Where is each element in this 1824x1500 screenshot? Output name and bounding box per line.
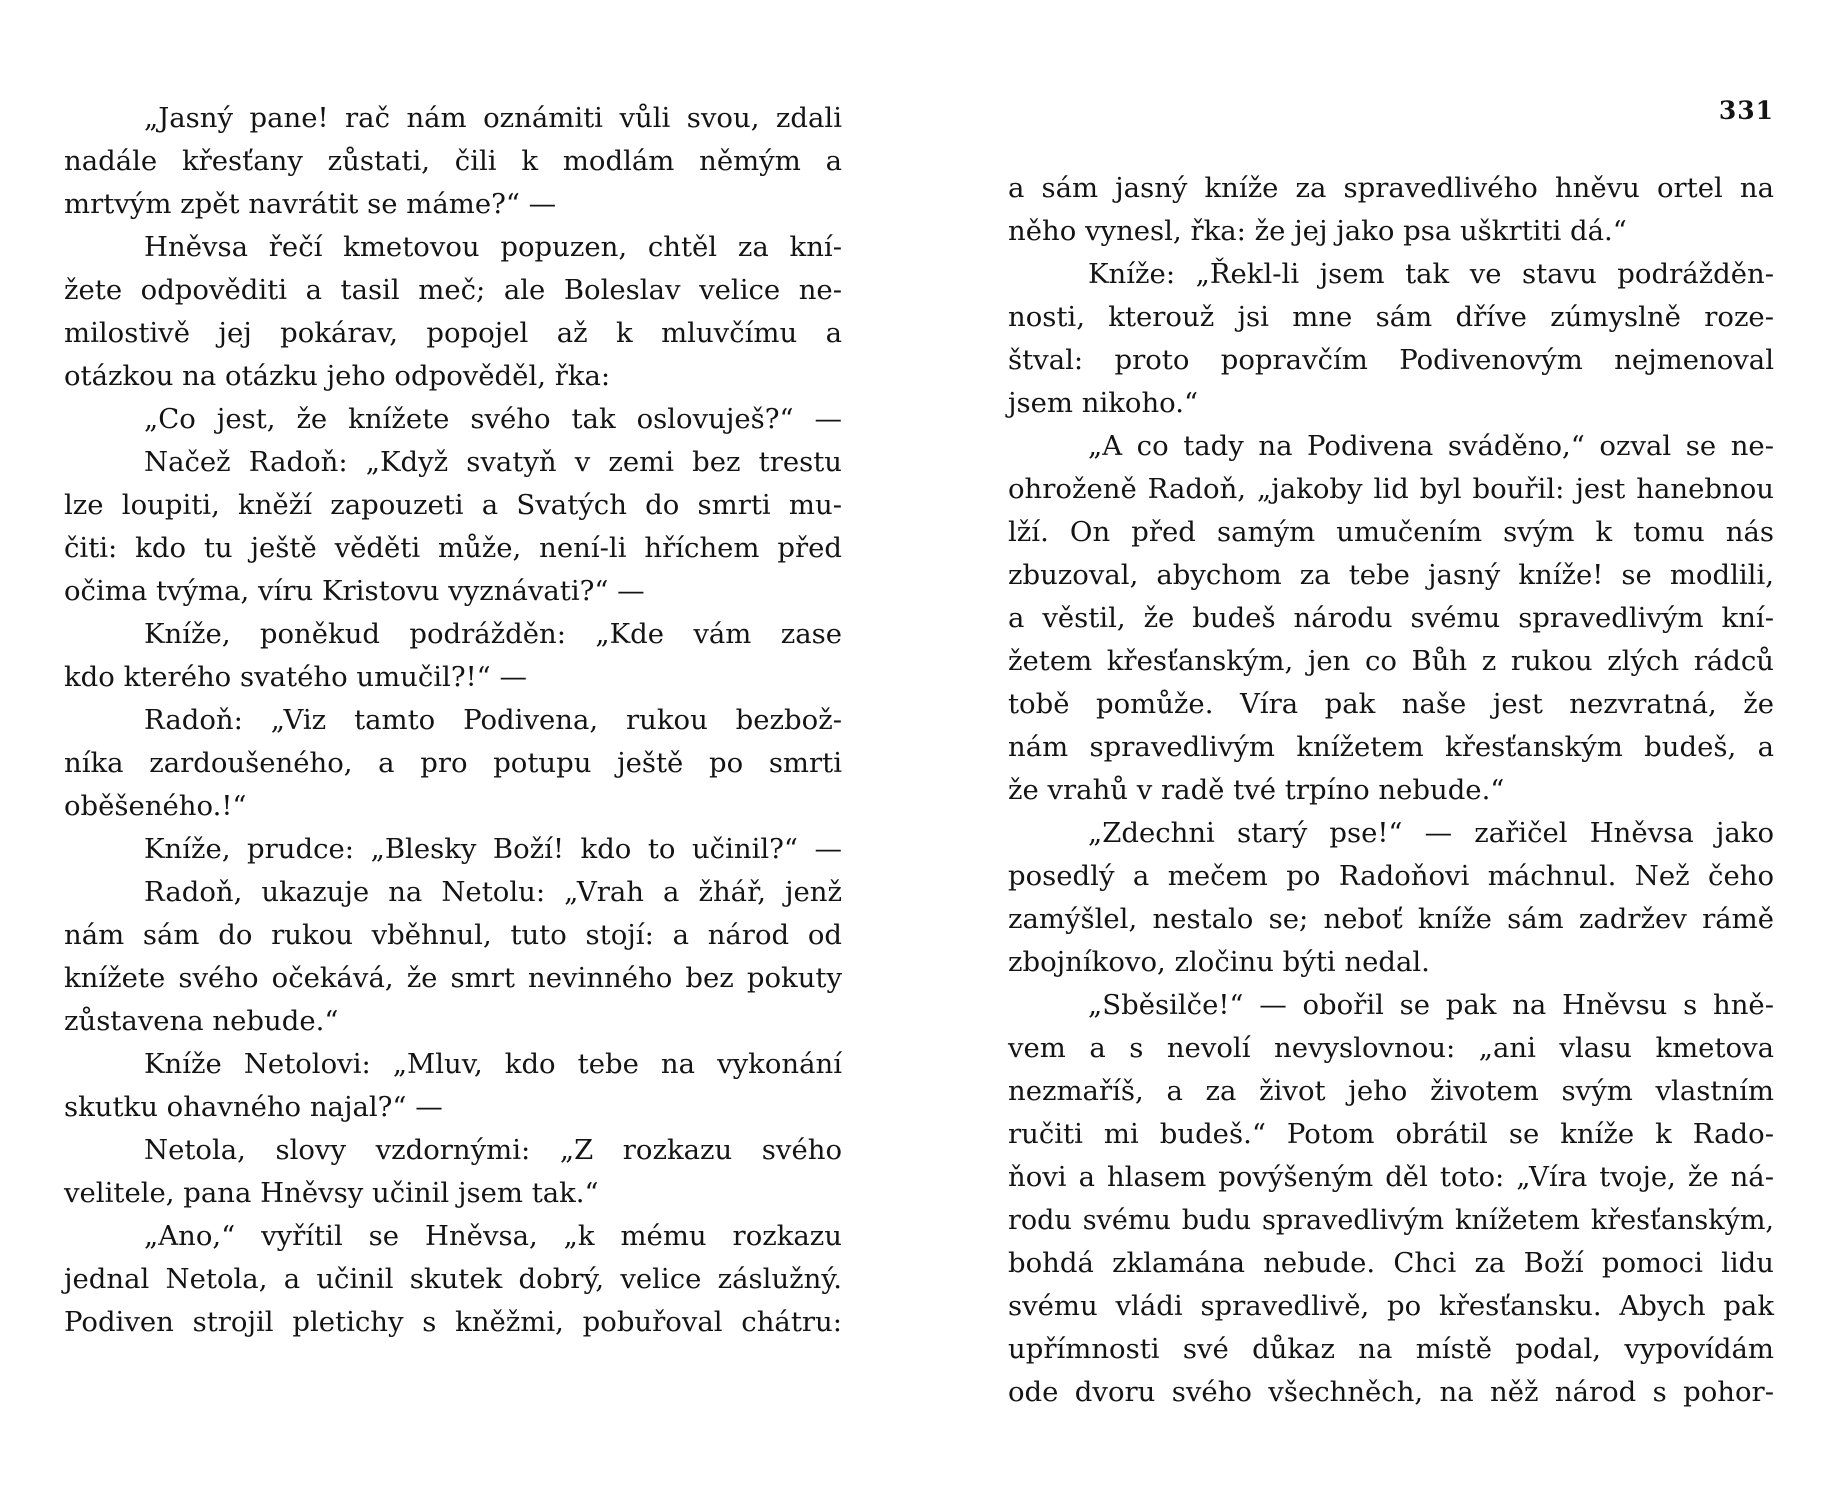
text-line: skutku ohavného najal?“ — — [64, 1091, 443, 1123]
text-line: „Sběsilče!“ — obořil se pak na Hněvsu s hně- — [1088, 989, 1774, 1021]
text-line: nadále křesťany zůstati, čili k modlám němým a — [64, 145, 842, 177]
text-line: níka zardoušeného, a pro potupu ještě po smrti — [64, 747, 842, 779]
text-line: ohroženě Radoň, „jakoby lid byl bouřil: jest hanebnou — [1008, 473, 1774, 505]
text-line: zbuzoval, abychom za tebe jasný kníže! se modlili, — [1008, 559, 1774, 591]
text-line: a sám jasný kníže za spravedlivého hněvu ortel na — [1008, 172, 1774, 204]
text-line: vem a s nevolí nevyslovnou: „ani vlasu kmetova — [1008, 1032, 1774, 1064]
text-line: že vrahů v radě tvé trpíno nebude.“ — [1008, 774, 1505, 806]
text-line: zbojníkovo, zločinu býti nedal. — [1008, 946, 1430, 978]
text-line: Načež Radoň: „Když svatyň v zemi bez trestu — [144, 446, 842, 478]
text-line: Netola, slovy vzdornými: „Z rozkazu svého — [144, 1134, 842, 1166]
text-line: rodu svému budu spravedlivým knížetem křesťanským, — [1008, 1205, 1774, 1236]
text-line: nám sám do rukou vběhnul, tuto stojí: a národ od — [64, 919, 842, 951]
text-line: Podiven strojil pletichy s kněžmi, pobuřoval chátru: — [64, 1306, 842, 1338]
text-line: něho vynesl, řka: že jej jako psa uškrtiti dá.“ — [1008, 215, 1627, 247]
text-line: nezmaříš, a za život jeho životem svým vlastním — [1008, 1075, 1774, 1107]
text-line: Kníže, poněkud podrážděn: „Kde vám zase — [144, 618, 842, 650]
text-line: zamýšlel, nestalo se; neboť kníže sám zadržev rámě — [1008, 903, 1774, 935]
left-page-text — [64, 97, 842, 1344]
text-line: jsem nikoho.“ — [1008, 387, 1199, 419]
text-line: svému vládi spravedlivě, po křesťansku. Abych pak — [1008, 1290, 1774, 1322]
left-page — [64, 0, 842, 1500]
text-line: zůstavena nebude.“ — [64, 1005, 339, 1037]
text-line: Kníže: „Řekl-li jsem tak ve stavu podrážděn- — [1088, 258, 1774, 290]
text-line: Kníže, prudce: „Blesky Boží! kdo to učinil?“ — — [144, 833, 842, 865]
text-line: knížete svého očekává, že smrt nevinného bez pokuty — [64, 962, 842, 994]
text-line: nám spravedlivým knížetem křesťanským budeš, a — [1008, 731, 1774, 763]
text-line: nosti, kterouž jsi mne sám dříve zúmyslně roze- — [1008, 301, 1774, 333]
text-line: očima tvýma, víru Kristovu vyznávati?“ — — [64, 575, 645, 607]
text-line: jednal Netola, a učinil skutek dobrý, velice záslužný. — [64, 1263, 842, 1295]
text-line: upřímnosti své důkaz na místě podal, vypovídám — [1008, 1333, 1774, 1365]
text-line: Radoň: „Viz tamto Podivena, rukou bezbož- — [144, 704, 842, 736]
text-line: tobě pomůže. Víra pak naše jest nezvratná, že — [1008, 688, 1774, 720]
right-page-text — [1008, 167, 1774, 1414]
text-line: žetem křesťanským, jen co Bůh z rukou zlých rádců — [1008, 645, 1774, 677]
text-line: „A co tady na Podivena sváděno,“ ozval se ne- — [1088, 430, 1774, 462]
text-line: milostivě jej pokárav, popojel až k mluvčímu a — [64, 317, 842, 349]
text-line: štval: proto popravčím Podivenovým nejmenoval — [1008, 344, 1774, 376]
page-number: 331 — [1718, 96, 1774, 125]
text-line: čiti: kdo tu ještě věděti může, není-li hříchem před — [64, 532, 842, 564]
text-line: Hněvsa řečí kmetovou popuzen, chtěl za kní- — [144, 231, 842, 263]
text-line: oběšeného.!“ — [64, 790, 247, 822]
text-line: bohdá zklamána nebude. Chci za Boží pomoci lidu — [1008, 1247, 1774, 1279]
text-line: ode dvoru svého všechněch, na něž národ s pohor- — [1008, 1376, 1774, 1408]
text-line: posedlý a mečem po Radoňovi máchnul. Než čeho — [1008, 860, 1774, 892]
right-page — [1008, 0, 1774, 1500]
text-line: Radoň, ukazuje na Netolu: „Vrah a žhář, jenž — [144, 876, 842, 908]
text-line: a věstil, že budeš národu svému spravedlivým kní- — [1008, 602, 1774, 634]
text-line: „Zdechni starý pse!“ — zařičel Hněvsa jako — [1088, 817, 1774, 849]
text-line: žete odpověditi a tasil meč; ale Boleslav velice ne- — [64, 274, 842, 306]
text-line: „Co jest, že knížete svého tak oslovuješ?“ — — [144, 403, 842, 435]
text-line: lží. On před samým umučením svým k tomu nás — [1008, 516, 1774, 548]
text-line: Kníže Netolovi: „Mluv, kdo tebe na vykonání — [144, 1048, 842, 1080]
text-line: lze loupiti, kněží zapouzeti a Svatých do smrti mu- — [64, 489, 842, 521]
text-line: mrtvým zpět navrátit se máme?“ — — [64, 188, 557, 220]
text-line: „Ano,“ vyřítil se Hněvsa, „k mému rozkazu — [144, 1220, 842, 1252]
text-line: velitele, pana Hněvsy učinil jsem tak.“ — [64, 1177, 599, 1209]
text-line: otázkou na otázku jeho odpověděl, řka: — [64, 360, 611, 392]
text-line: kdo kterého svatého umučil?!“ — — [64, 661, 527, 693]
text-line: ručiti mi budeš.“ Potom obrátil se kníže k Rado- — [1008, 1118, 1774, 1150]
text-line: „Jasný pane! rač nám oznámiti vůli svou, zdali — [144, 102, 842, 134]
text-line: ňovi a hlasem povýšeným děl toto: „Víra tvoje, že ná- — [1008, 1161, 1774, 1193]
